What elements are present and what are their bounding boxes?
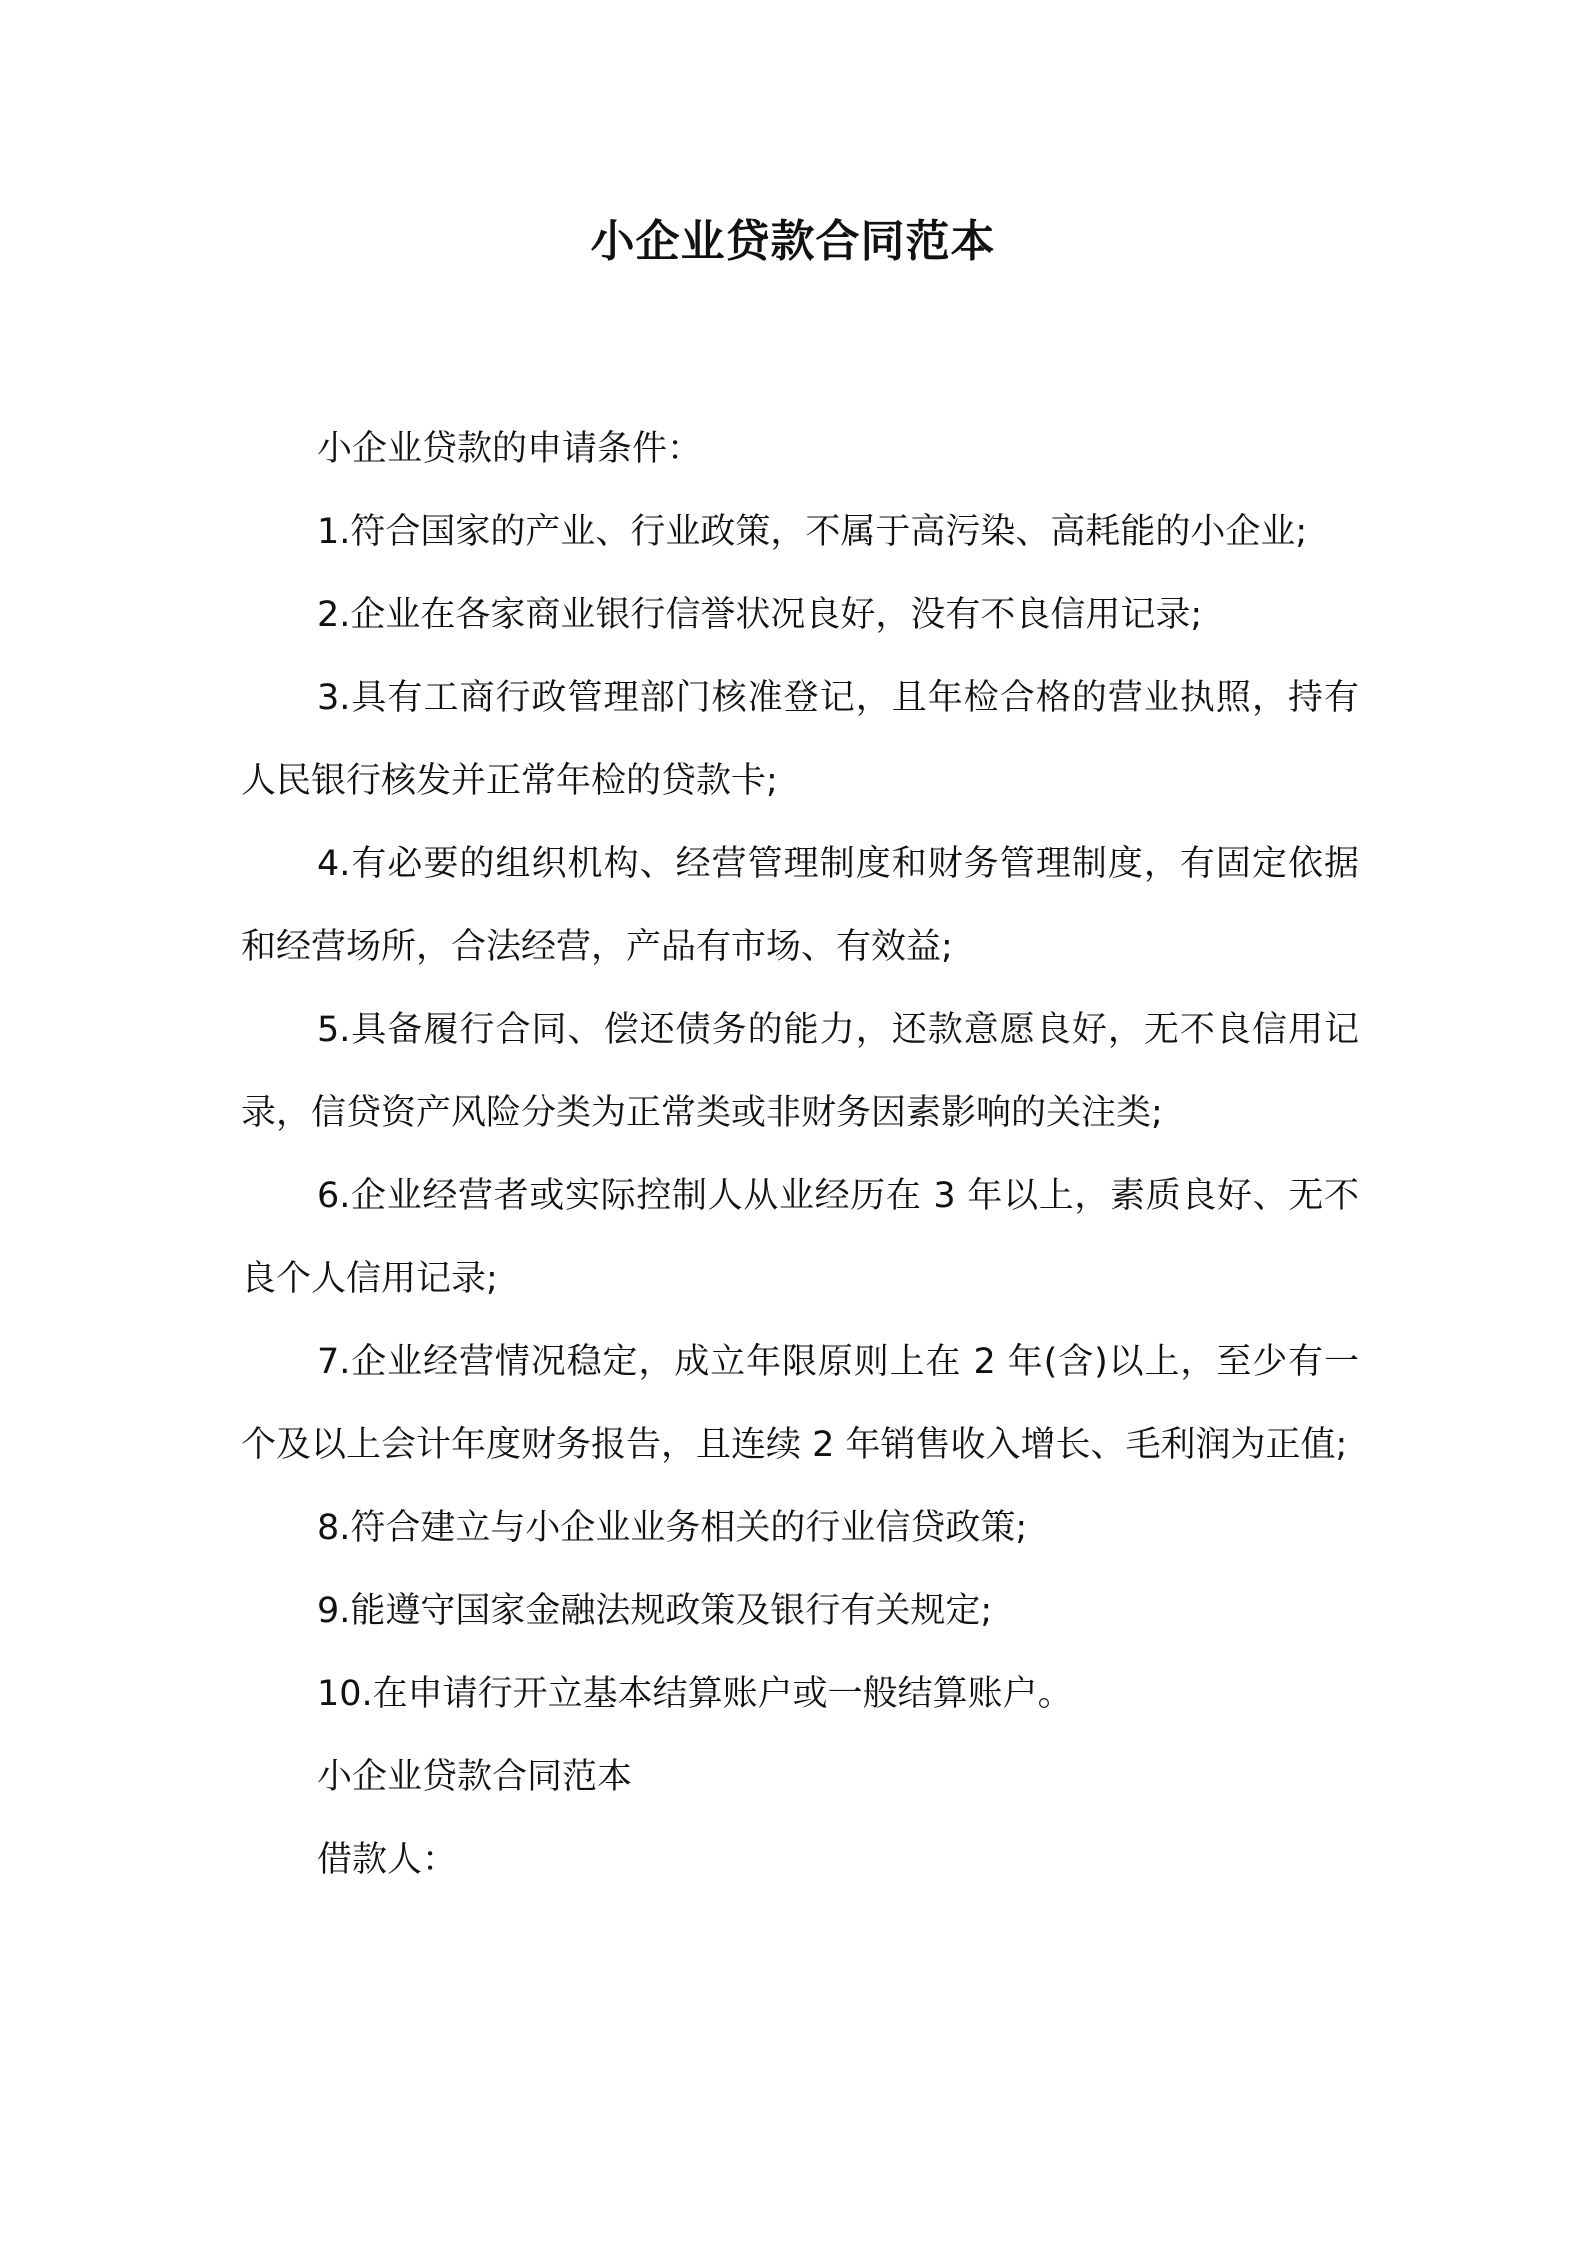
condition-9: 9.能遵守国家金融法规政策及银行有关规定; (317, 1591, 993, 1631)
condition-7: 7.企业经营情况稳定，成立年限原则上在 2 年(含)以上，至少有一个及以上会计年度财务报告，且连续 2 年销售收入增长、毛利润为正值; (241, 1342, 1359, 1465)
condition-1: 1.符合国家的产业、行业政策，不属于高污染、高耗能的小企业; (317, 512, 1308, 552)
condition-10: 10.在申请行开立基本结算账户或一般结算账户。 (317, 1674, 1073, 1714)
document-title: 小企业贷款合同范本 (590, 216, 996, 267)
document-body (241, 408, 1359, 1902)
section-heading: 小企业贷款合同范本 (317, 1757, 633, 1797)
borrower-label: 借款人： (317, 1840, 458, 1880)
condition-6: 6.企业经营者或实际控制人从业经历在 3 年以上，素质良好、无不良个人信用记录; (241, 1176, 1359, 1299)
condition-3: 3.具有工商行政管理部门核准登记，且年检合格的营业执照，持有人民银行核发并正常年检的贷款卡; (241, 678, 1359, 801)
condition-2: 2.企业在各家商业银行信誉状况良好，没有不良信用记录; (317, 595, 1203, 635)
condition-4: 4.有必要的组织机构、经营管理制度和财务管理制度，有固定依据和经营场所，合法经营，产品有市场、有效益; (241, 844, 1359, 967)
paragraph-intro: 小企业贷款的申请条件： (317, 429, 703, 469)
condition-5: 5.具备履行合同、偿还债务的能力，还款意愿良好，无不良信用记录，信贷资产风险分类为正常类或非财务因素影响的关注类; (241, 1010, 1359, 1133)
condition-8: 8.符合建立与小企业业务相关的行业信贷政策; (317, 1508, 1028, 1548)
